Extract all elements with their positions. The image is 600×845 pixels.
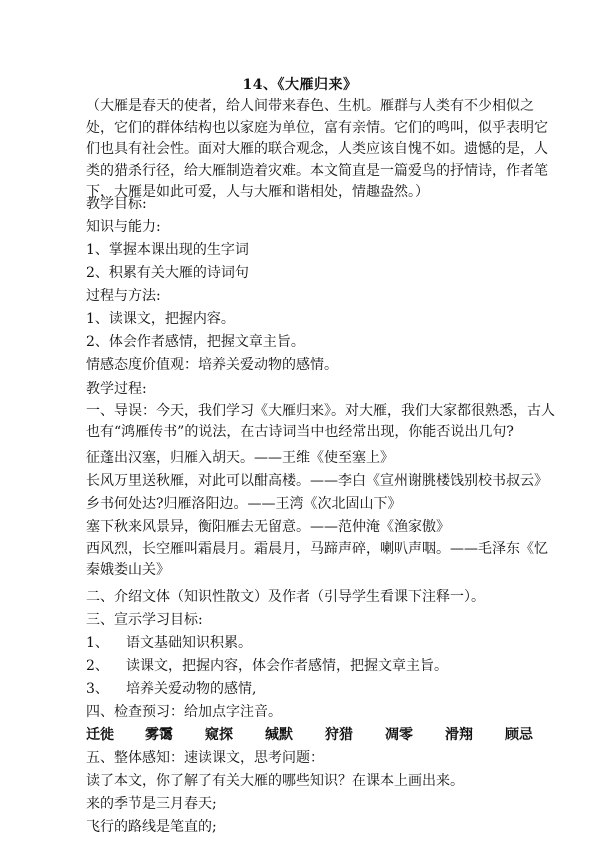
knowledge-item-1: 1、掌握本课出现的生字词 [86, 242, 249, 258]
process-heading: 过程与方法: [86, 288, 161, 304]
process-item-2: 2、体会作者感情，把握文章主旨。 [86, 334, 305, 350]
objective-text: 培养关爱动物的感情, [126, 681, 257, 697]
intro-step: 一、导误：今天，我们学习《大雁归来》。对大雁，我们大家都很熟悉，古人也有“鸿雁传书”的说法，在古诗词当中也经常出现，你能否说出几句? [86, 403, 555, 440]
lesson-title: 14、《大雁归来》 [242, 77, 358, 93]
question-1: 读了本文，你了解了有关大雁的哪些知识？在课本上画出来。 [86, 773, 464, 789]
step-4: 四、检查预习：给加点字注音。 [86, 704, 282, 720]
teaching-heading: 教学过程: [86, 381, 147, 397]
objective-1 [86, 634, 252, 652]
vocab-word: 雾霭 [145, 727, 173, 743]
vocab-word: 缄默 [265, 727, 293, 743]
objective-number: 2、 [86, 658, 109, 674]
poem-line-5: 西风烈，长空雁叫霜晨月。霜晨月，马蹄声碎，喇叭声咽。——毛泽东《忆秦娥娄山关》 [86, 541, 548, 578]
process-item-1: 1、读课文，把握内容。 [86, 311, 235, 327]
step-5: 五、整体感知：速读课文，思考问题： [86, 750, 324, 766]
answer-2: 飞行的路线是笔直的; [86, 819, 217, 835]
answer-1: 来的季节是三月春天; [86, 796, 217, 812]
emotion-goal: 情感态度价值观：培养关爱动物的感情。 [86, 357, 338, 373]
knowledge-item-2: 2、积累有关大雁的诗词句 [86, 265, 249, 281]
vocab-row [86, 726, 545, 744]
poem-line-1: 征蓬出汉塞，归雁入胡天。——王维《使至塞上》 [86, 450, 394, 466]
step-2: 二、介绍文体（知识性散文）及作者（引导学生看课下注释一）。 [86, 589, 485, 605]
poem-line-4: 塞下秋来风景异，衡阳雁去无留意。——范仲淹《渔家傲》 [86, 519, 450, 535]
goals-heading: 教学目标: [86, 196, 147, 212]
vocab-word: 狩猎 [325, 727, 353, 743]
vocab-word: 顾忌 [505, 727, 533, 743]
vocab-word: 迁徙 [86, 727, 114, 743]
poem-line-3: 乡书何处达?归雁洛阳边。——王湾《次北固山下》 [86, 496, 402, 512]
vocab-word: 窥探 [205, 727, 233, 743]
objective-number: 3、 [86, 681, 109, 697]
knowledge-heading: 知识与能力: [86, 219, 161, 235]
objective-2 [86, 657, 448, 675]
objective-text: 语文基础知识积累。 [126, 635, 252, 651]
vocab-word: 凋零 [385, 727, 413, 743]
poem-line-2: 长风万里送秋雁，对此可以酣高楼。——李白《宣州谢朓楼饯别校书叔云》 [86, 473, 548, 489]
objective-text: 读课文，把握内容，体会作者感情，把握文章主旨。 [126, 658, 448, 674]
objective-3 [86, 680, 256, 698]
step-3: 三、宣示学习目标: [86, 612, 203, 628]
objective-number: 1、 [86, 635, 109, 651]
intro-paragraph: （大雁是春天的使者，给人间带来春色、生机。雁群与人类有不少相似之处，它们的群体结构也以家庭为单位，富有亲情。它们的鸣叫，似乎表明它们也具有社会性。面对大雁的联合观念，人类应该自愧不如。遗憾的是，人类的猎杀行径，给大雁制造着灾难。本文简直是一篇爱鸟的抒情诗，作者笔下，大雁是如此可爱，人与大雁和谐相处，情趣盎然。） [86, 98, 548, 200]
vocab-word: 滑翔 [445, 727, 473, 743]
